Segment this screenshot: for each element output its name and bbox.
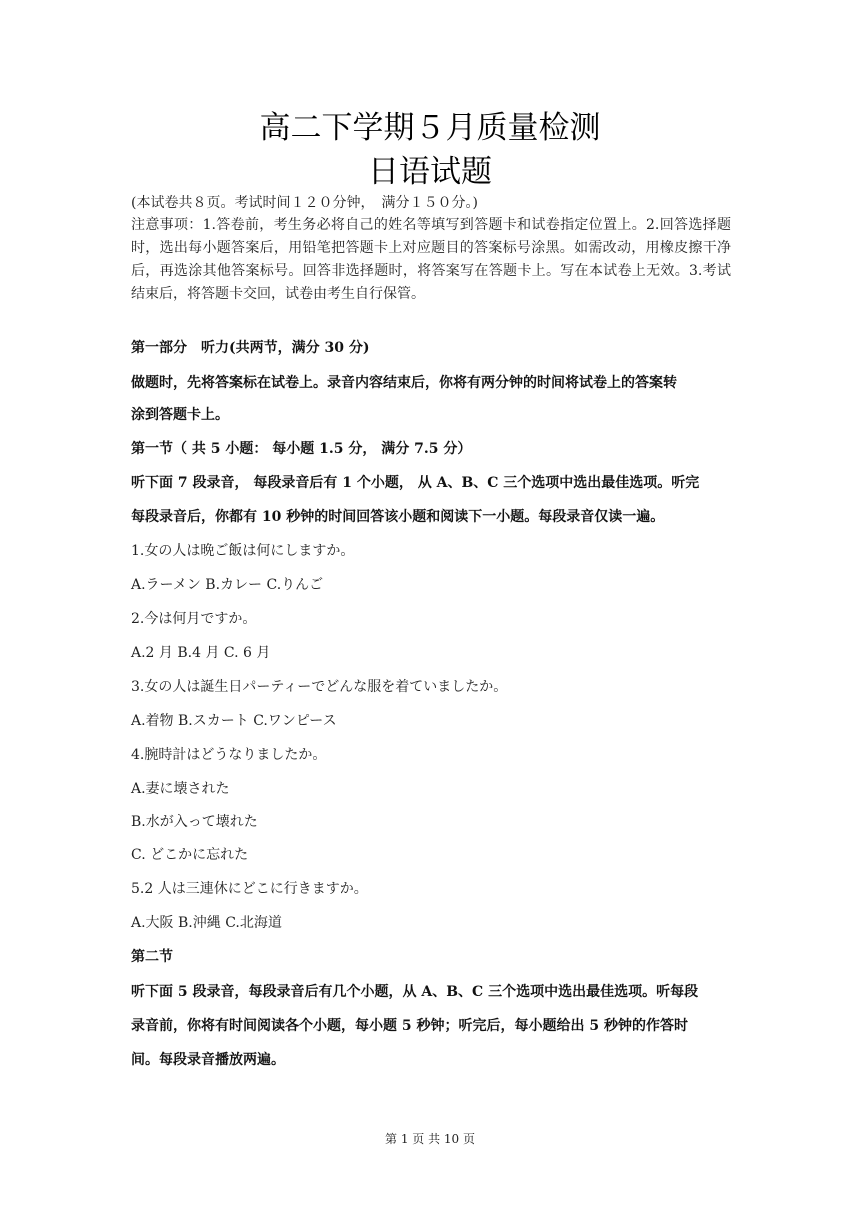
question-4-option-c: C. どこかに忘れた	[131, 847, 249, 863]
exam-subtitle: 日语试题	[368, 154, 492, 190]
question-2-options: A.2 月 B.4 月 C. 6 月	[131, 645, 271, 661]
part1-instruction-line2: 涂到答题卡上。	[131, 407, 229, 423]
question-3-options: A.着物 B.スカート C.ワンピース	[131, 713, 337, 729]
question-2: 2.今は何月ですか。	[131, 611, 257, 627]
exam-info: (本试卷共８页。考试时间１２０分钟， 满分１５０分。)	[131, 195, 478, 211]
part1-heading: 第一部分 听力(共两节，满分 30 分)	[131, 340, 370, 356]
section2-instruction-line1: 听下面 5 段录音，每段录音后有几个小题，从 A、B、C 三个选项中选出最佳选项。听每段	[131, 984, 699, 1000]
question-5: 5.2 人は三連休にどこに行きますか。	[131, 881, 368, 897]
section2-instruction-line2: 录音前，你将有时间阅读各个小题，每小题 5 秒钟；听完后，每小题给出 5 秒钟的作答时	[131, 1018, 688, 1034]
question-4: 4.腕時計はどうなりましたか。	[131, 747, 327, 763]
question-3: 3.女の人は誕生日パーティーでどんな服を着ていましたか。	[131, 679, 508, 695]
exam-title: 高二下学期５月质量检测	[259, 110, 601, 146]
part1-instruction-line1: 做题时，先将答案标在试卷上。录音内容结束后，你将有两分钟的时间将试卷上的答案转	[131, 375, 677, 391]
question-4-option-b: B.水が入って壊れた	[131, 814, 258, 830]
question-1-options: A.ラーメン B.カレー C.りんご	[131, 577, 324, 593]
section2-heading: 第二节	[131, 949, 173, 965]
page-number-footer: 第 1 页 共 10 页	[385, 1132, 475, 1146]
section1-instruction-line1: 听下面 7 段录音， 每段录音后有 1 个小题， 从 A、B、C 三个选项中选出最佳选项。听完	[131, 475, 700, 491]
section1-instruction-line2: 每段录音后，你都有 10 秒钟的时间回答该小题和阅读下一小题。每段录音仅读一遍。	[131, 509, 665, 525]
exam-notice: 注意事项：1.答卷前，考生务必将自己的姓名等填写到答题卡和试卷指定位置上。2.回答选择题时，选出每小题答案后，用铅笔把答题卡上对应题目的答案标号涂黑。如需改动，用橡皮擦干净后，再选涂其他答案标号。回答非选择题时，将答案写在答题卡上。写在本试卷上无效。3.考试结束后，将答题卡交回，试卷由考生自行保管。	[131, 217, 731, 302]
question-1: 1.女の人は晩ご飯は何にしますか。	[131, 543, 355, 559]
section1-heading: 第一节（ 共 5 小题： 每小题 1.5 分， 满分 7.5 分）	[131, 441, 472, 457]
question-4-option-a: A.妻に壊された	[131, 781, 230, 797]
section2-instruction-line3: 间。每段录音播放两遍。	[131, 1052, 285, 1068]
question-5-options: A.大阪 B.沖縄 C.北海道	[131, 915, 282, 931]
